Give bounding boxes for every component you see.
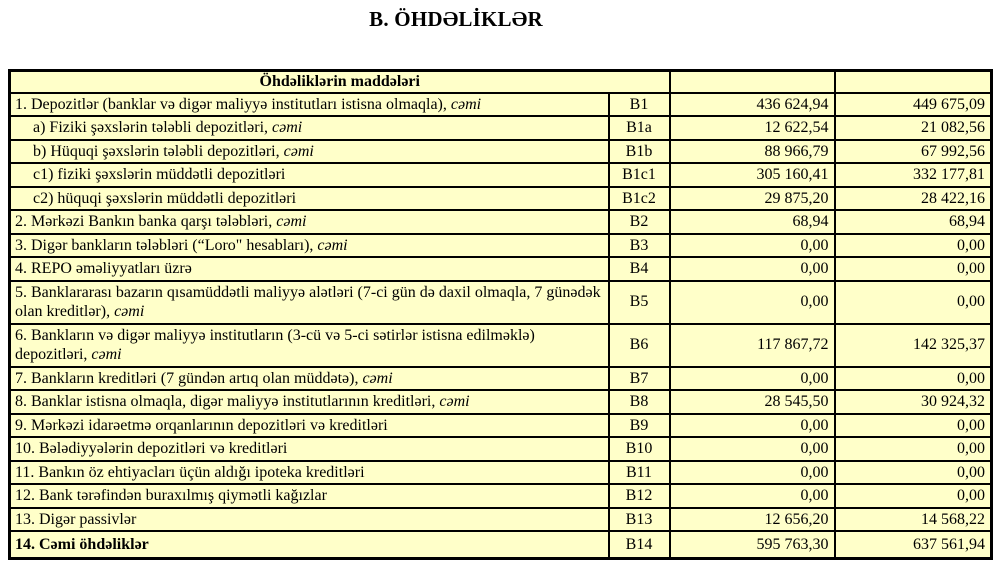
row-value-1-cell: 436 624,94 — [670, 93, 835, 117]
row-label-italic-suffix: cəmi — [91, 346, 122, 364]
row-code-cell: B6 — [609, 324, 670, 367]
row-label: c1) fiziki şəxslərin müddətli depozitləri — [33, 166, 286, 184]
row-value-1-cell: 88 966,79 — [670, 140, 835, 164]
row-value-2-cell: 28 422,16 — [835, 187, 992, 211]
row-label-italic-suffix: cəmi — [283, 142, 314, 160]
table-row — [10, 324, 992, 367]
table-row — [10, 257, 992, 281]
row-value-2-cell: 68,94 — [835, 210, 992, 234]
table-row — [10, 210, 992, 234]
row-value-1-cell: 0,00 — [670, 367, 835, 391]
row-label-cell — [10, 414, 609, 438]
row-value-1-cell: 68,94 — [670, 210, 835, 234]
table-row — [10, 281, 992, 324]
header-items-cell: Öhdəliklərin maddələri — [10, 71, 670, 93]
row-code-cell: B7 — [609, 367, 670, 391]
table-header-row — [10, 71, 992, 93]
row-label: 11. Bankın öz ehtiyacları üçün aldığı ipoteka kreditləri — [15, 463, 365, 481]
row-code-cell: B11 — [609, 461, 670, 485]
row-value-2-cell: 0,00 — [835, 367, 992, 391]
row-code-cell: B1b — [609, 140, 670, 164]
row-label-cell — [10, 461, 609, 485]
row-label-cell — [10, 508, 609, 532]
table-row — [10, 414, 992, 438]
row-label-italic-suffix: cəmi — [439, 393, 470, 411]
row-label: 10. Bələdiyyələrin depozitləri və kreditləri — [15, 440, 288, 458]
row-code-cell: B13 — [609, 508, 670, 532]
row-label-cell — [10, 234, 609, 258]
row-label: 6. Bankların və digər maliyyə institutların (3-cü və 5-ci sətirlər istisna edilməklə) depozitləri, — [15, 326, 535, 364]
row-value-2-cell: 142 325,37 — [835, 324, 992, 367]
row-value-1-cell: 28 545,50 — [670, 390, 835, 414]
row-label: 9. Mərkəzi idarəetmə orqanlarının depozitləri və kreditləri — [15, 416, 388, 434]
row-label: c2) hüquqi şəxslərin müddətli depozitləri — [33, 189, 297, 207]
row-code-cell: B1c2 — [609, 187, 670, 211]
row-label-italic-suffix: cəmi — [114, 303, 145, 321]
row-label: 5. Banklararası bazarın qısamüddətli maliyyə alətləri (7-ci gün də daxil olmaqla, 7 günədək olan kreditlər), — [15, 283, 601, 321]
row-value-2-cell: 30 924,32 — [835, 390, 992, 414]
row-value-2-cell: 14 568,22 — [835, 508, 992, 532]
table-row — [10, 116, 992, 140]
row-value-2-cell: 0,00 — [835, 234, 992, 258]
row-code-cell: B1 — [609, 93, 670, 117]
row-label-italic-suffix: cəmi — [362, 369, 393, 387]
row-value-1-cell: 305 160,41 — [670, 163, 835, 187]
row-value-2-cell: 0,00 — [835, 484, 992, 508]
row-label-cell — [10, 531, 609, 558]
row-value-2-cell: 0,00 — [835, 257, 992, 281]
row-code-cell: B10 — [609, 437, 670, 461]
table-row — [10, 163, 992, 187]
row-label-cell — [10, 281, 609, 324]
row-code-cell: B1a — [609, 116, 670, 140]
table-body — [10, 93, 992, 559]
row-label-cell — [10, 437, 609, 461]
page-title: B. ÖHDƏLİKLƏR — [369, 7, 543, 31]
row-value-2-cell: 449 675,09 — [835, 93, 992, 117]
table-row — [10, 234, 992, 258]
row-label: 12. Bank tərəfindən buraxılmış qiymətli kağızlar — [15, 487, 327, 505]
row-code-cell: B8 — [609, 390, 670, 414]
table-row — [10, 461, 992, 485]
row-code-cell: B2 — [609, 210, 670, 234]
row-label-cell — [10, 140, 609, 164]
row-code-cell: B5 — [609, 281, 670, 324]
table-row — [10, 437, 992, 461]
table-row — [10, 484, 992, 508]
row-label-cell — [10, 93, 609, 117]
table-row — [10, 390, 992, 414]
row-label: 14. Cəmi öhdəliklər — [15, 535, 149, 553]
row-code-cell: B3 — [609, 234, 670, 258]
header-value-col-1-cell — [670, 71, 835, 93]
row-code-cell: B14 — [609, 531, 670, 558]
row-code-cell: B1c1 — [609, 163, 670, 187]
row-value-2-cell: 67 992,56 — [835, 140, 992, 164]
row-label: 4. REPO əməliyyatları üzrə — [15, 260, 192, 278]
row-label: 7. Bankların kreditləri (7 gündən artıq olan müddətə), — [15, 369, 363, 387]
row-label-cell — [10, 257, 609, 281]
row-code-cell: B9 — [609, 414, 670, 438]
row-label: 2. Mərkəzi Bankın banka qarşı tələbləri, — [15, 213, 277, 231]
row-value-2-cell: 0,00 — [835, 461, 992, 485]
row-code-cell: B12 — [609, 484, 670, 508]
row-value-1-cell: 0,00 — [670, 257, 835, 281]
header-value-col-2-cell — [835, 71, 992, 93]
row-label-cell — [10, 116, 609, 140]
row-label-cell — [10, 390, 609, 414]
row-value-1-cell: 0,00 — [670, 484, 835, 508]
row-label: 8. Banklar istisna olmaqla, digər maliyyə institutlarının kreditləri, — [15, 393, 440, 411]
table-row — [10, 187, 992, 211]
row-label: b) Hüquqi şəxslərin tələbli depozitləri, — [33, 142, 284, 160]
row-label: a) Fiziki şəxslərin tələbli depozitləri, — [33, 119, 273, 137]
row-value-1-cell: 0,00 — [670, 437, 835, 461]
row-label: 3. Digər bankların tələbləri (“Loro" hesabları), — [15, 236, 318, 254]
row-value-2-cell: 21 082,56 — [835, 116, 992, 140]
row-value-2-cell: 332 177,81 — [835, 163, 992, 187]
row-value-1-cell: 117 867,72 — [670, 324, 835, 367]
table-row — [10, 531, 992, 558]
row-label-cell — [10, 367, 609, 391]
row-value-2-cell: 0,00 — [835, 437, 992, 461]
row-value-1-cell: 0,00 — [670, 234, 835, 258]
row-value-1-cell: 29 875,20 — [670, 187, 835, 211]
row-label-cell — [10, 324, 609, 367]
document-page — [0, 7, 1000, 568]
row-label-italic-suffix: cəmi — [317, 236, 348, 254]
row-label-cell — [10, 210, 609, 234]
row-value-1-cell: 0,00 — [670, 281, 835, 324]
row-label-cell — [10, 163, 609, 187]
row-label-cell — [10, 484, 609, 508]
row-code-cell: B4 — [609, 257, 670, 281]
row-label: 13. Digər passivlər — [15, 510, 137, 528]
row-value-1-cell: 12 622,54 — [670, 116, 835, 140]
row-value-1-cell: 12 656,20 — [670, 508, 835, 532]
row-value-1-cell: 595 763,30 — [670, 531, 835, 558]
table-row — [10, 508, 992, 532]
row-value-1-cell: 0,00 — [670, 414, 835, 438]
row-value-2-cell: 0,00 — [835, 281, 992, 324]
row-value-2-cell: 0,00 — [835, 414, 992, 438]
liabilities-table — [8, 69, 993, 560]
table-row — [10, 93, 992, 117]
table-row — [10, 140, 992, 164]
row-value-2-cell: 637 561,94 — [835, 531, 992, 558]
table-row — [10, 367, 992, 391]
row-label-italic-suffix: cəmi — [450, 95, 482, 113]
row-label-italic-suffix: cəmi — [276, 213, 307, 231]
row-value-1-cell: 0,00 — [670, 461, 835, 485]
row-label: 1. Depozitlər (banklar və digər maliyyə institutları istisna olmaqla), — [15, 95, 451, 113]
row-label-cell — [10, 187, 609, 211]
row-label-italic-suffix: cəmi — [272, 119, 303, 137]
